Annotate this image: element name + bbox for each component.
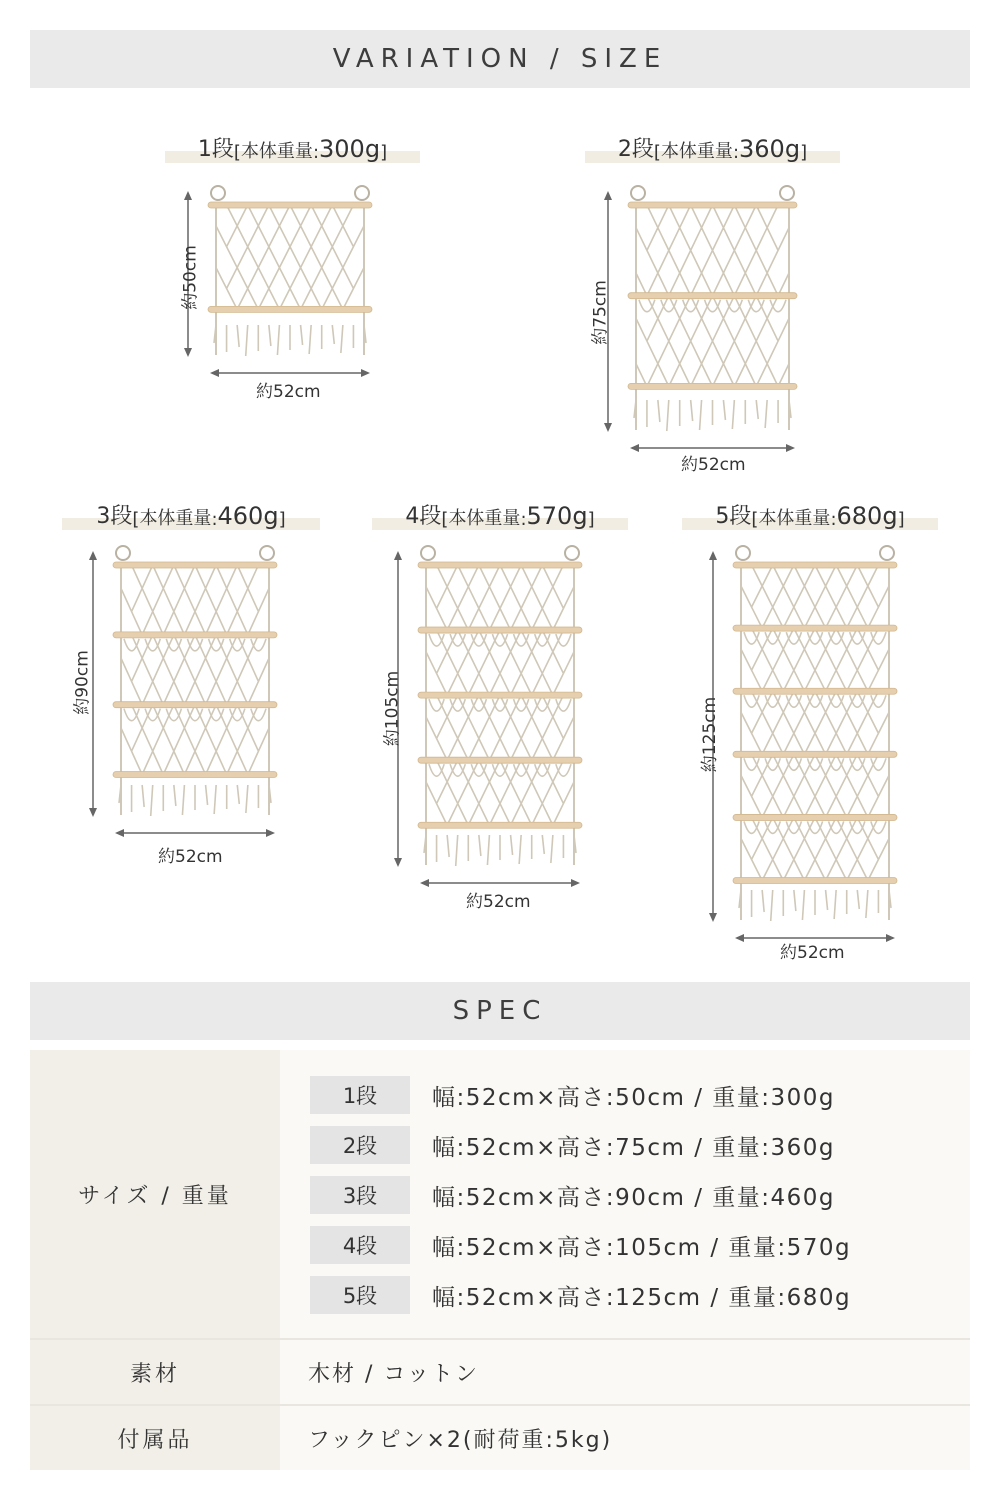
macrame-pocket	[744, 821, 886, 833]
material-value: 木材 / コットン	[280, 1340, 970, 1404]
size-value: 幅:52cm×高さ:105cm / 重量:570g	[432, 1234, 852, 1261]
accessory-value: フックピン×2(耐荷重:5kg)	[280, 1406, 970, 1470]
hanging-ring-right	[565, 546, 579, 560]
arrow-head-left	[420, 879, 429, 887]
arrow-head-right	[571, 879, 580, 887]
arrow-head-down	[184, 348, 192, 357]
arrow-head-up	[709, 551, 717, 560]
size-list	[280, 1050, 970, 1314]
variation-5-height: 約125cm	[700, 696, 720, 773]
variation-4-height: 約105cm	[382, 670, 403, 747]
arrow-head-left	[115, 829, 124, 837]
wooden-rod	[628, 293, 797, 299]
variation-size-title: VARIATION / SIZE	[332, 44, 668, 74]
arrow-head-down	[604, 423, 612, 432]
arrow-head-down	[394, 858, 402, 867]
spec-table	[30, 1050, 970, 1470]
macrame-mesh	[741, 628, 889, 691]
size-row	[310, 1176, 970, 1214]
macrame-fringe	[739, 890, 891, 921]
hanging-ring-left	[211, 186, 225, 200]
wooden-rod	[628, 202, 797, 208]
arrow-head-right	[361, 369, 370, 377]
spec-row-material	[30, 1340, 970, 1406]
macrame-mesh	[741, 565, 889, 628]
spec-row-size-weight	[30, 1050, 970, 1340]
macrame-mesh	[636, 205, 789, 296]
variation-3-width: 約52cm	[158, 847, 223, 867]
macrame-pocket	[744, 632, 886, 644]
macrame-mesh	[741, 754, 889, 817]
hanging-ring-left	[631, 186, 645, 200]
macrame-pocket	[639, 300, 786, 312]
arrow-head-left	[210, 369, 219, 377]
tier-tag: 2段	[310, 1126, 410, 1164]
macrame-pocket	[124, 639, 266, 651]
macrame-pocket	[744, 758, 886, 770]
arrow-head-up	[394, 551, 402, 560]
variation-5-width: 約52cm	[780, 943, 845, 963]
macrame-pocket	[429, 634, 571, 646]
macrame-fringe	[424, 835, 576, 866]
arrow-head-left	[630, 444, 639, 452]
size-row	[310, 1126, 970, 1164]
wooden-rod	[733, 751, 897, 757]
variation-3-height: 約90cm	[72, 650, 93, 715]
tier-tag: 4段	[310, 1226, 410, 1264]
arrow-head-down	[89, 808, 97, 817]
hanging-ring-right	[355, 186, 369, 200]
arrow-head-left	[735, 934, 744, 942]
macrame-pocket	[429, 764, 571, 776]
macrame-pocket	[429, 699, 571, 711]
variation-1-label: 1段 [ 本体重量 : 300g ]	[165, 135, 420, 163]
wooden-rod	[733, 878, 897, 884]
wooden-rod	[733, 814, 897, 820]
macrame-mesh	[741, 817, 889, 880]
variation-2-height: 約75cm	[590, 280, 611, 345]
tier-tag: 3段	[310, 1176, 410, 1214]
macrame-mesh	[121, 635, 269, 705]
macrame-mesh	[741, 691, 889, 754]
macrame-mesh	[636, 296, 789, 387]
wooden-rod	[733, 562, 897, 568]
macrame-pocket	[744, 695, 886, 707]
accessory-label: 付属品	[30, 1406, 280, 1470]
size-row	[310, 1076, 970, 1114]
variation-2-label: 2段 [ 本体重量 : 360g ]	[585, 135, 840, 163]
arrow-head-right	[886, 934, 895, 942]
material-label: 素材	[30, 1340, 280, 1404]
spec-row-accessory	[30, 1406, 970, 1470]
macrame-mesh	[426, 630, 574, 695]
wooden-rod	[113, 632, 277, 638]
size-value: 幅:52cm×高さ:50cm / 重量:300g	[432, 1084, 836, 1111]
arrow-head-up	[184, 191, 192, 200]
wooden-rod	[628, 383, 797, 389]
macrame-pocket	[124, 709, 266, 721]
wooden-rod	[418, 822, 582, 828]
variation-1-width: 約52cm	[256, 382, 321, 402]
wooden-rod	[418, 692, 582, 698]
macrame-fringe	[214, 325, 366, 356]
spec-title: SPEC	[452, 996, 548, 1026]
size-value: 幅:52cm×高さ:90cm / 重量:460g	[432, 1184, 836, 1211]
size-row	[310, 1226, 970, 1264]
macrame-mesh	[121, 565, 269, 635]
arrow-head-up	[89, 551, 97, 560]
tier-tag: 1段	[310, 1076, 410, 1114]
hanging-ring-right	[260, 546, 274, 560]
variation-4-label: 4段 [ 本体重量 : 570g ]	[372, 502, 628, 530]
wooden-rod	[733, 625, 897, 631]
wooden-rod	[208, 202, 372, 208]
variation-size-header	[30, 30, 970, 88]
macrame-mesh	[426, 760, 574, 825]
size-row	[310, 1276, 970, 1314]
variation-3-label: 3段 [ 本体重量 : 460g ]	[62, 502, 320, 530]
size-value: 幅:52cm×高さ:125cm / 重量:680g	[432, 1284, 852, 1311]
arrow-head-right	[266, 829, 275, 837]
variation-1-height: 約50cm	[180, 245, 201, 310]
tier-tag: 5段	[310, 1276, 410, 1314]
arrow-head-down	[709, 913, 717, 922]
spec-header	[30, 982, 970, 1040]
variation-4-width: 約52cm	[466, 892, 531, 912]
variation-2-width: 約52cm	[681, 455, 746, 475]
arrow-head-up	[604, 191, 612, 200]
wooden-rod	[418, 627, 582, 633]
hanging-ring-left	[421, 546, 435, 560]
macrame-fringe	[634, 400, 791, 431]
wooden-rod	[113, 562, 277, 568]
wooden-rod	[208, 306, 372, 312]
wooden-rod	[113, 702, 277, 708]
macrame-mesh	[216, 205, 364, 309]
wooden-rod	[418, 562, 582, 568]
arrow-head-right	[786, 444, 795, 452]
wooden-rod	[418, 757, 582, 763]
wooden-rod	[733, 688, 897, 694]
hanging-ring-right	[880, 546, 894, 560]
hanging-ring-right	[780, 186, 794, 200]
macrame-fringe	[119, 785, 271, 816]
macrame-mesh	[426, 565, 574, 630]
macrame-mesh	[426, 695, 574, 760]
hanging-ring-left	[116, 546, 130, 560]
wooden-rod	[113, 772, 277, 778]
macrame-mesh	[121, 705, 269, 775]
hanging-ring-left	[736, 546, 750, 560]
variation-5-label: 5段 [ 本体重量 : 680g ]	[682, 502, 938, 530]
size-weight-label: サイズ / 重量	[30, 1050, 280, 1338]
size-value: 幅:52cm×高さ:75cm / 重量:360g	[432, 1134, 836, 1161]
